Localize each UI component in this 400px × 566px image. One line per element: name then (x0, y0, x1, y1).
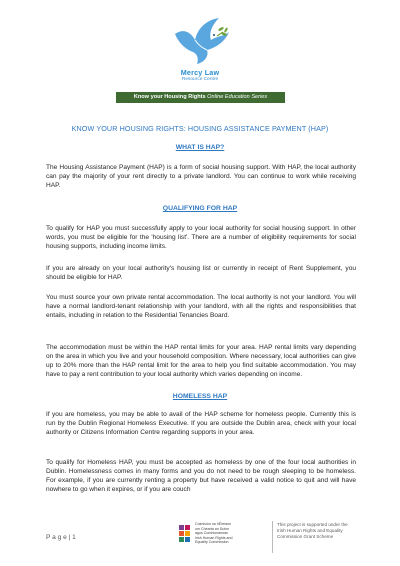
paragraph: If you are already on your local authority's housing list or currently in receipt of Rent Supplement, you should be eligible for HAP. (46, 265, 356, 282)
org-name: Mercy Law (180, 68, 220, 77)
heading-what-is-hap: WHAT IS HAP? (175, 144, 225, 151)
funder-name: Coimisiún na hÉireann um Chearta an Duine agus Comhionannas Irish Human Rights and Equality Commission (195, 522, 233, 545)
funder-block (178, 520, 358, 560)
org-subtitle: Resource Centre (181, 77, 219, 82)
heading-qualifying: QUALIFYING FOR HAP (162, 205, 238, 212)
divider (272, 521, 273, 553)
paragraph: To qualify for HAP you must successfully apply to your local authority for social housing support. In other words, you must be eligible for the 'housing list'. There are a number of eligibility requirements for social housing supports, including income limits. (46, 225, 356, 251)
paragraph: To qualify for Homeless HAP, you must be accepted as homeless by one of the four local authorities in Dublin. Homelessness comes in many forms and you do not need to be rough sleeping to be homeless. For example, if you are currently renting a property but have received a valid notice to quit and will have nowhere to go when it expires, or if you are couch (46, 459, 356, 494)
paragraph: You must source your own private rental accommodation. The local authority is not your landlord. You will have a normal landlord-tenant relationship with your landlord, with all the rights and responsibilities that entails, including in relation to the Residential Tenancies Board. (46, 294, 356, 320)
paragraph: If you are homeless, you may be able to avail of the HAP scheme for homeless people. Currently this is run by the Dublin Regional Homeless Executive. If you are outside the Dublin area, check with your local authority or Citizens Information Centre regarding supports in your area. (46, 411, 356, 437)
series-banner (116, 92, 285, 103)
heading-homeless-hap: HOMELESS HAP (172, 393, 228, 400)
banner-title: Know your Housing Rights (133, 94, 206, 100)
ihrec-logo-icon (178, 522, 192, 550)
paragraph: The Housing Assistance Payment (HAP) is a form of social housing support. With HAP, the local authority can pay the majority of your rent directly to a private landlord. You can continue to work while receiving HAP. (46, 164, 356, 190)
page-number: P a g e | 1 (46, 534, 76, 541)
banner-series: Online Education Series (207, 94, 268, 100)
document-title: KNOW YOUR HOUSING RIGHTS: HOUSING ASSISTANCE PAYMENT (HAP) (71, 124, 329, 133)
paragraph: The accommodation must be within the HAP rental limits for your area. HAP rental limits vary depending on the area in which you live and your household composition. Where necessary, local authorities can give up to 20% more than the HAP rental limit for the area to help you find suitable accommodation. You may have to pay a rent contribution to your local authority which varies depending on income. (46, 344, 356, 379)
grant-note: This project is supported under the Irish Human Rights and Equality Commission Grant Scheme (277, 522, 348, 539)
